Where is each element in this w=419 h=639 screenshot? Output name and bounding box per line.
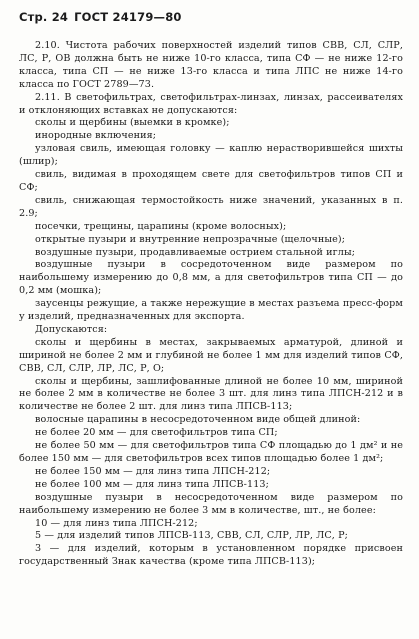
page-number: Стр. 24 <box>19 10 69 24</box>
defect-item: открытые пузыри и внутренние непрозрачные (щелочные); <box>35 233 346 245</box>
defect-item: заусенцы режущие, а также нережущие в местах разъема пресс-форм у изделий, предназначенных для экспорта. <box>19 298 403 323</box>
allowed-subitem: не более 20 мм — для светофильтров типа СП; <box>35 427 278 439</box>
allowed-subitem: 3 — для изделий, которым в установленном порядке присвоен государственный Знак качества (кроме типа ЛПСВ-113); <box>19 543 403 568</box>
page-header <box>19 10 182 24</box>
standard-designation: ГОСТ 24179—80 <box>74 10 182 24</box>
defect-item: посечки, трещины, царапины (кроме волосных); <box>35 220 287 232</box>
allowed-item: волосные царапины в несосредоточенном виде общей длиной: <box>35 414 361 426</box>
allowed-item: воздушные пузыри в несосредоточенном виде размером по наибольшему измерению не более 3 мм в количестве, шт., не более: <box>19 491 403 516</box>
defect-item: свиль, снижающая термостойкость ниже значений, указанных в п. 2.9; <box>19 194 403 219</box>
allowed-item: сколы и щербины в местах, закрываемых арматурой, длиной и шириной не более 2 мм и глубиной не более 1 мм для изделий типов СФ, СВВ, СЛ, СЛР, ЛР, ЛС, Р, О; <box>19 336 403 374</box>
allowed-heading: Допускаются: <box>35 323 108 335</box>
allowed-subitem: 5 — для изделий типов ЛПСВ-113, СВВ, СЛ, СЛР, ЛР, ЛС, Р; <box>35 530 348 542</box>
defect-item: инородные включения; <box>35 130 157 142</box>
allowed-subitem: не более 100 мм — для линз типа ЛПСВ-113; <box>35 478 269 490</box>
defect-item: воздушные пузыри, продавливаемые острием стальной иглы; <box>35 246 356 258</box>
allowed-subitem: не более 50 мм — для светофильтров типа СФ площадью до 1 дм² и не более 150 мм — для светофильтров всех типов площадью более 1 дм²; <box>19 440 403 464</box>
document-body <box>19 40 403 569</box>
allowed-item: сколы и щербины, зашлифованные длиной не более 10 мм, шириной не более 2 мм в количестве не более 3 шт. для линз типа ЛПСН-212 и в количестве не более 2 шт. для линз типа ЛПСВ-113; <box>19 375 403 413</box>
defect-item: сколы и щербины (выемки в кромке); <box>35 117 230 129</box>
clause-2-11: 2.11. В светофильтрах, светофильтрах-линзах, линзах, рассеивателях и отклоняющих вставках не допускаются: <box>19 91 403 116</box>
allowed-subitem: 10 — для линз типа ЛПСН-212; <box>35 517 198 529</box>
allowed-subitem: не более 150 мм — для линз типа ЛПСН-212; <box>35 465 271 477</box>
defect-item: свиль, видимая в проходящем свете для светофильтров типов СП и СФ; <box>19 169 403 193</box>
defect-item: узловая свиль, имеющая головку — каплю нерастворившейся шихты (шлир); <box>19 143 403 168</box>
defect-item: воздушные пузыри в сосредоточенном виде размером по наибольшему измерению до 0,8 мм, а для светофильтров типа СП — до 0,2 мм (мошка); <box>19 259 403 297</box>
clause-2-10: 2.10. Чистота рабочих поверхностей изделий типов СВВ, СЛ, СЛР, ЛС, Р, ОВ должна быть не ниже 10-го класса, типа СФ — не ниже 12-го класса, типа СП — не ниже 13-го класса и типа ЛПС не ниже 14-го класса по ГОСТ 2789—73. <box>19 40 403 90</box>
